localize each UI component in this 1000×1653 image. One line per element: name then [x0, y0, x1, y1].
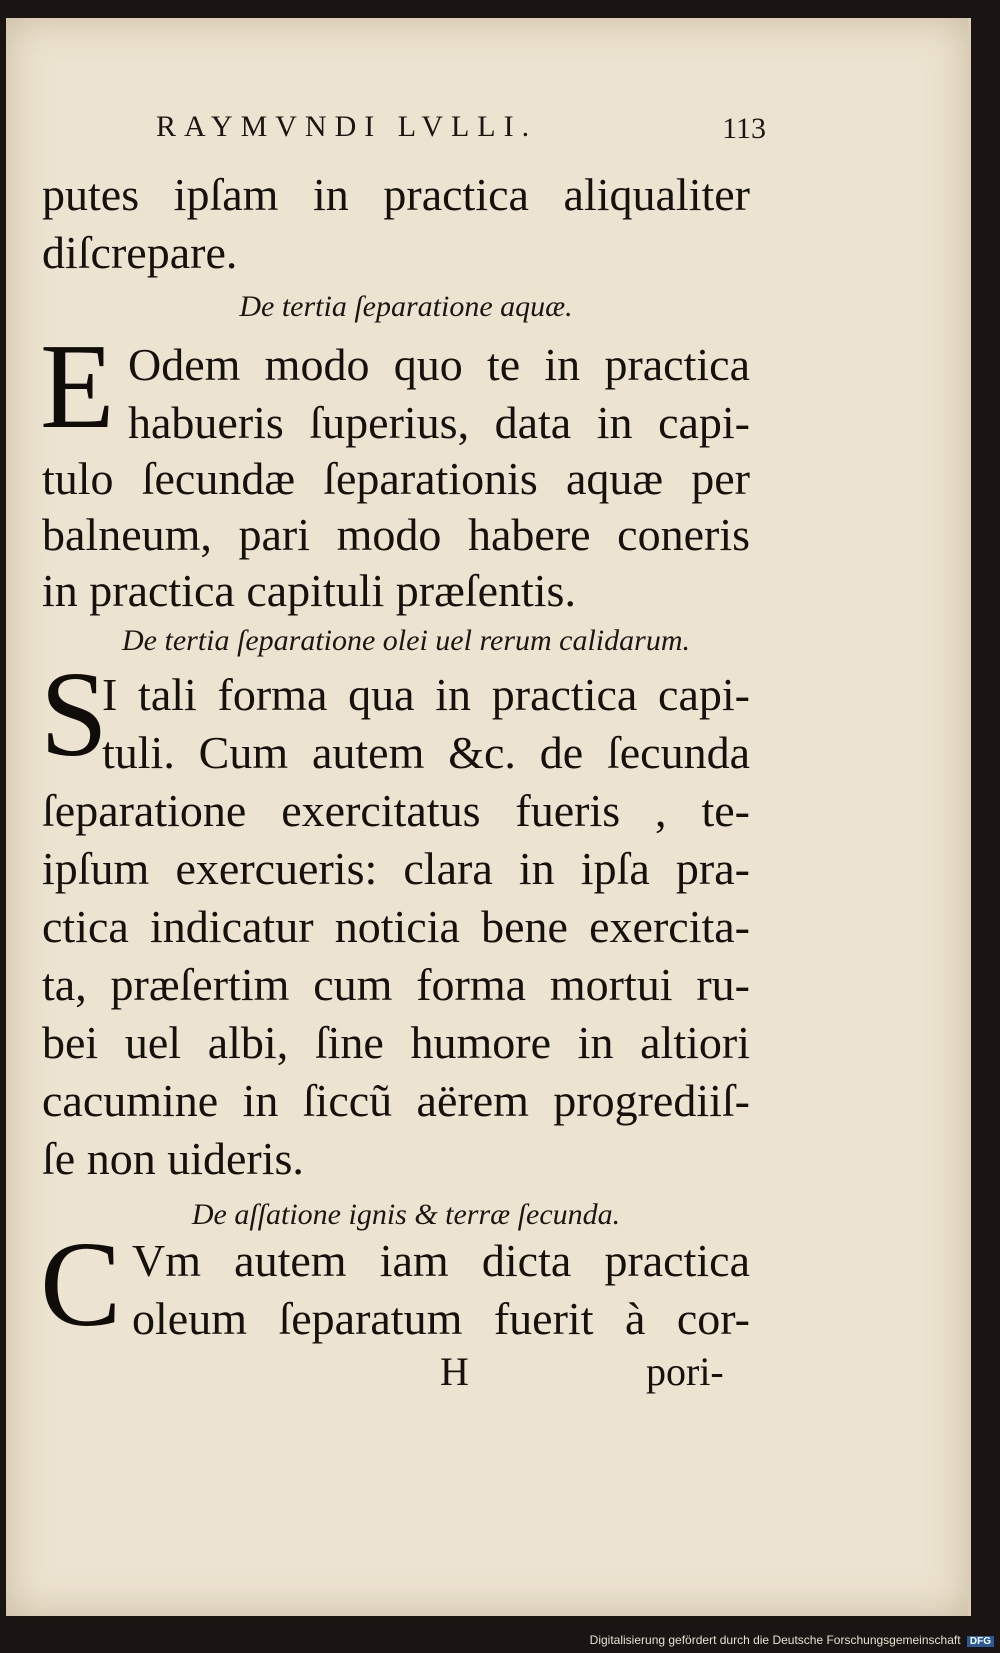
text-line: balneum, pari modo habere coneris: [42, 509, 750, 560]
text-line: ipſum exercueris: clara in ipſa pra-: [42, 843, 750, 894]
text-line: tulo ſecundæ ſeparationis aquæ per: [42, 453, 750, 504]
signature-mark: H: [440, 1349, 469, 1394]
text-line: ta, præſertim cum forma mortui ru-: [42, 959, 750, 1010]
text-line: tuli. Cum autem &c. de ſecunda: [102, 727, 750, 778]
text-line: I tali forma qua in practica capi-: [102, 669, 750, 720]
text-line: diſcrepare.: [42, 227, 238, 278]
text-line: cacumine in ſiccũ aërem progrediiſ-: [42, 1075, 750, 1126]
text-line: in practica capituli præſentis.: [42, 565, 576, 616]
text-line: ctica indicatur noticia bene exercita-: [42, 901, 750, 952]
text-line: oleum ſeparatum fuerit à cor-: [132, 1293, 750, 1344]
running-title: RAYMVNDI LVLLI.: [156, 110, 538, 143]
text-line: Odem modo quo te in practica: [128, 339, 750, 390]
digitization-credit: [590, 1633, 994, 1647]
section-heading: De tertia ſeparatione aquæ.: [239, 290, 573, 323]
text-line: ſeparatione exercitatus fueris , te-: [42, 785, 750, 836]
drop-initial: E: [40, 319, 115, 454]
text-line: habueris ſuperius, data in capi-: [128, 397, 750, 448]
drop-initial: C: [40, 1217, 122, 1352]
dfg-logo: DFG: [967, 1636, 994, 1647]
text-line: ſe non uideris.: [42, 1133, 304, 1184]
book-page: [6, 18, 971, 1616]
section-heading: De tertia ſeparatione olei uel rerum calidarum.: [122, 624, 690, 657]
catchword: pori-: [646, 1349, 724, 1394]
text-line: putes ipſam in practica aliqualiter: [42, 169, 750, 220]
credit-text: Digitalisierung gefördert durch die Deutsche Forschungsgemeinschaft: [589, 1633, 961, 1647]
folio-number: 113: [722, 112, 766, 145]
text-line: bei uel albi, ſine humore in altiori: [42, 1017, 750, 1068]
page-header: [156, 110, 766, 160]
text-line: Vm autem iam dicta practica: [132, 1235, 750, 1286]
drop-initial: S: [40, 647, 108, 782]
section-heading: De aſſatione ignis & terræ ſecunda.: [191, 1198, 621, 1231]
